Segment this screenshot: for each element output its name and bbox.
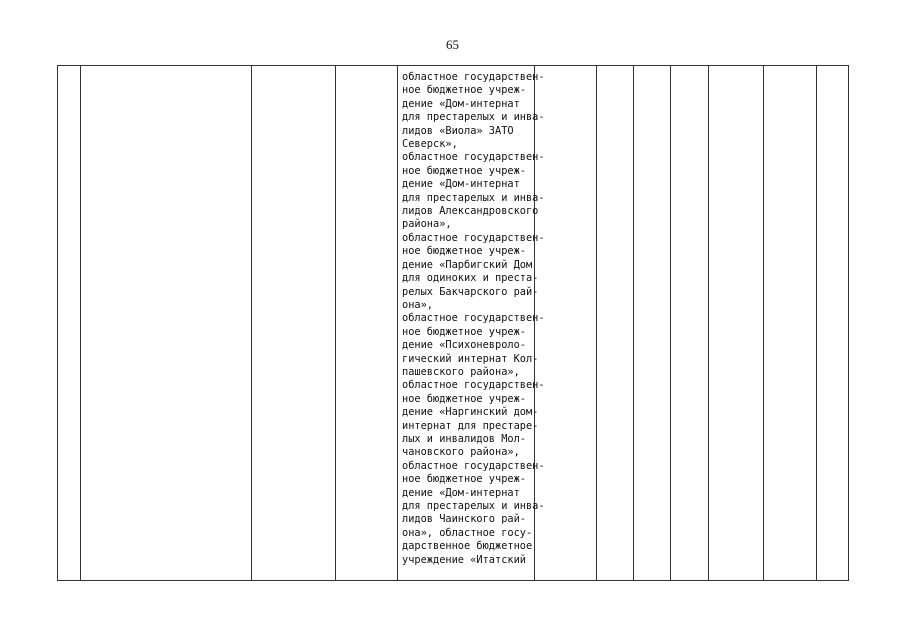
table-column-12 bbox=[817, 66, 848, 580]
table-column-7 bbox=[597, 66, 634, 580]
table-column-4 bbox=[336, 66, 398, 580]
table-column-3 bbox=[252, 66, 336, 580]
table-column-10 bbox=[709, 66, 764, 580]
table-column-8 bbox=[634, 66, 671, 580]
table-column-9 bbox=[671, 66, 709, 580]
table-column-2 bbox=[81, 66, 252, 580]
institutions-cell-text: областное государствен- ное бюджетное учреж- дение «Дом-интернат для престарелых и инва- лидов «Виола» ЗАТО Северск», областное государствен- ное бюджетное учреж- дение «Дом-интернат для престарелых и инва- лидов Александровского района», областное государствен- ное бюджетное учреж- дение «Парбигский Дом для одиноких и преста- релых Бакчарского рай- она», областное государствен- ное бюджетное учреж- дение «Психоневроло- гический интернат Кол- пашевского района», областное государствен- ное бюджетное учреж- дение «Наргинский дом- интернат для престаре- лых и инвалидов Мол- чановского района», областное государствен- ное бюджетное учреж- дение «Дом-интернат для престарелых и инва- лидов Чаинского рай- она», областное госу- дарственное бюджетное учреждение «Итатский bbox=[402, 71, 545, 566]
page-number: 65 bbox=[446, 37, 459, 52]
data-table bbox=[57, 65, 849, 581]
table-column-1 bbox=[58, 66, 81, 580]
table-column-11 bbox=[764, 66, 817, 580]
